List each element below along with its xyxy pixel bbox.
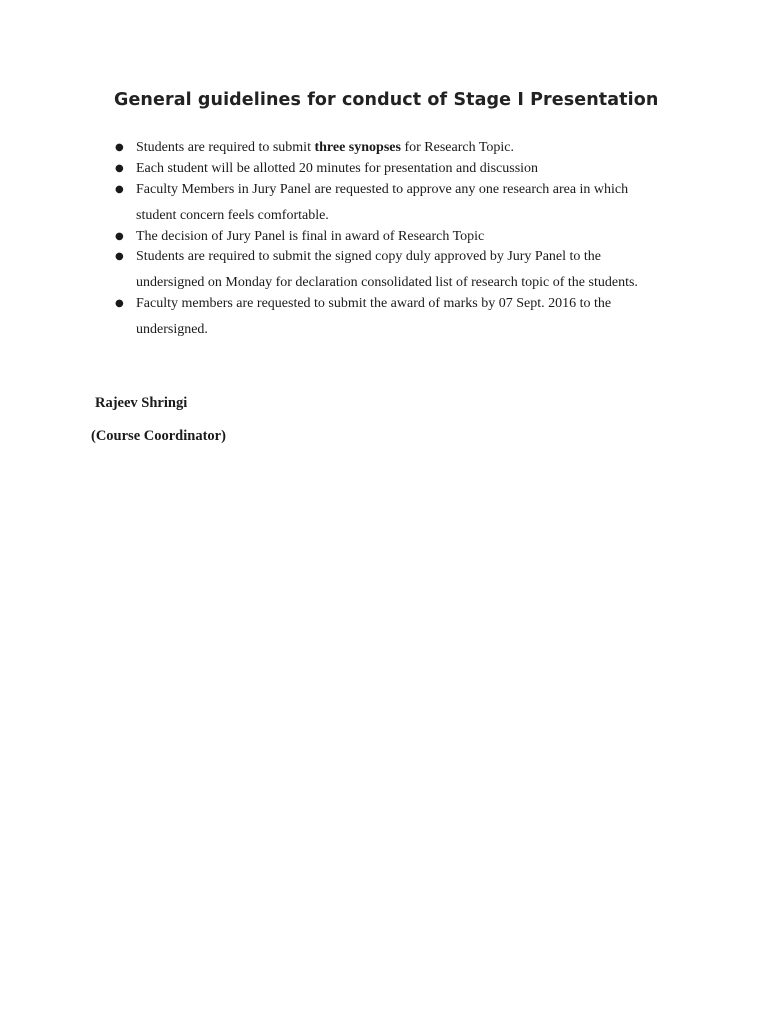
bullet-icon: ●: [115, 163, 124, 174]
list-item: [115, 180, 696, 228]
signature-name: Rajeev Shringi: [95, 395, 188, 411]
list-item-text: Students are required to submit the signed copy duly approved by Jury Panel to the: [136, 249, 602, 264]
list-item-continuation: undersigned on Monday for declaration consolidated list of research topic of the students.: [136, 275, 638, 290]
bullet-icon: ●: [115, 251, 124, 262]
list-item-text: for Research Topic.: [400, 140, 514, 155]
list-item: [115, 294, 696, 342]
page-title: General guidelines for conduct of Stage I Presentation: [114, 90, 659, 110]
list-item-text: Faculty Members in Jury Panel are requested to approve any one research area in which: [136, 182, 629, 197]
list-item: [115, 227, 696, 247]
list-item-text: Each student will be allotted 20 minutes for presentation and discussion: [136, 161, 539, 176]
list-item-text: Students are required to submit: [136, 140, 315, 155]
list-item-text: Faculty members are requested to submit the award of marks by 07 Sept. 2016 to the: [136, 296, 612, 311]
list-item-continuation: undersigned.: [136, 322, 208, 337]
bullet-icon: ●: [115, 298, 124, 309]
list-item-line: [136, 138, 696, 158]
list-item: [115, 138, 696, 158]
bullet-icon: ●: [115, 184, 124, 195]
bullet-icon: ●: [115, 231, 124, 242]
list-item-continuation: student concern feels comfortable.: [136, 208, 329, 223]
list-item-text: The decision of Jury Panel is final in award of Research Topic: [136, 229, 485, 244]
list-item-emphasis: three synopses: [314, 140, 401, 155]
signature-role: (Course Coordinator): [91, 428, 226, 444]
list-item: [115, 247, 696, 295]
list-item: [115, 159, 696, 179]
bullet-icon: ●: [115, 142, 124, 153]
